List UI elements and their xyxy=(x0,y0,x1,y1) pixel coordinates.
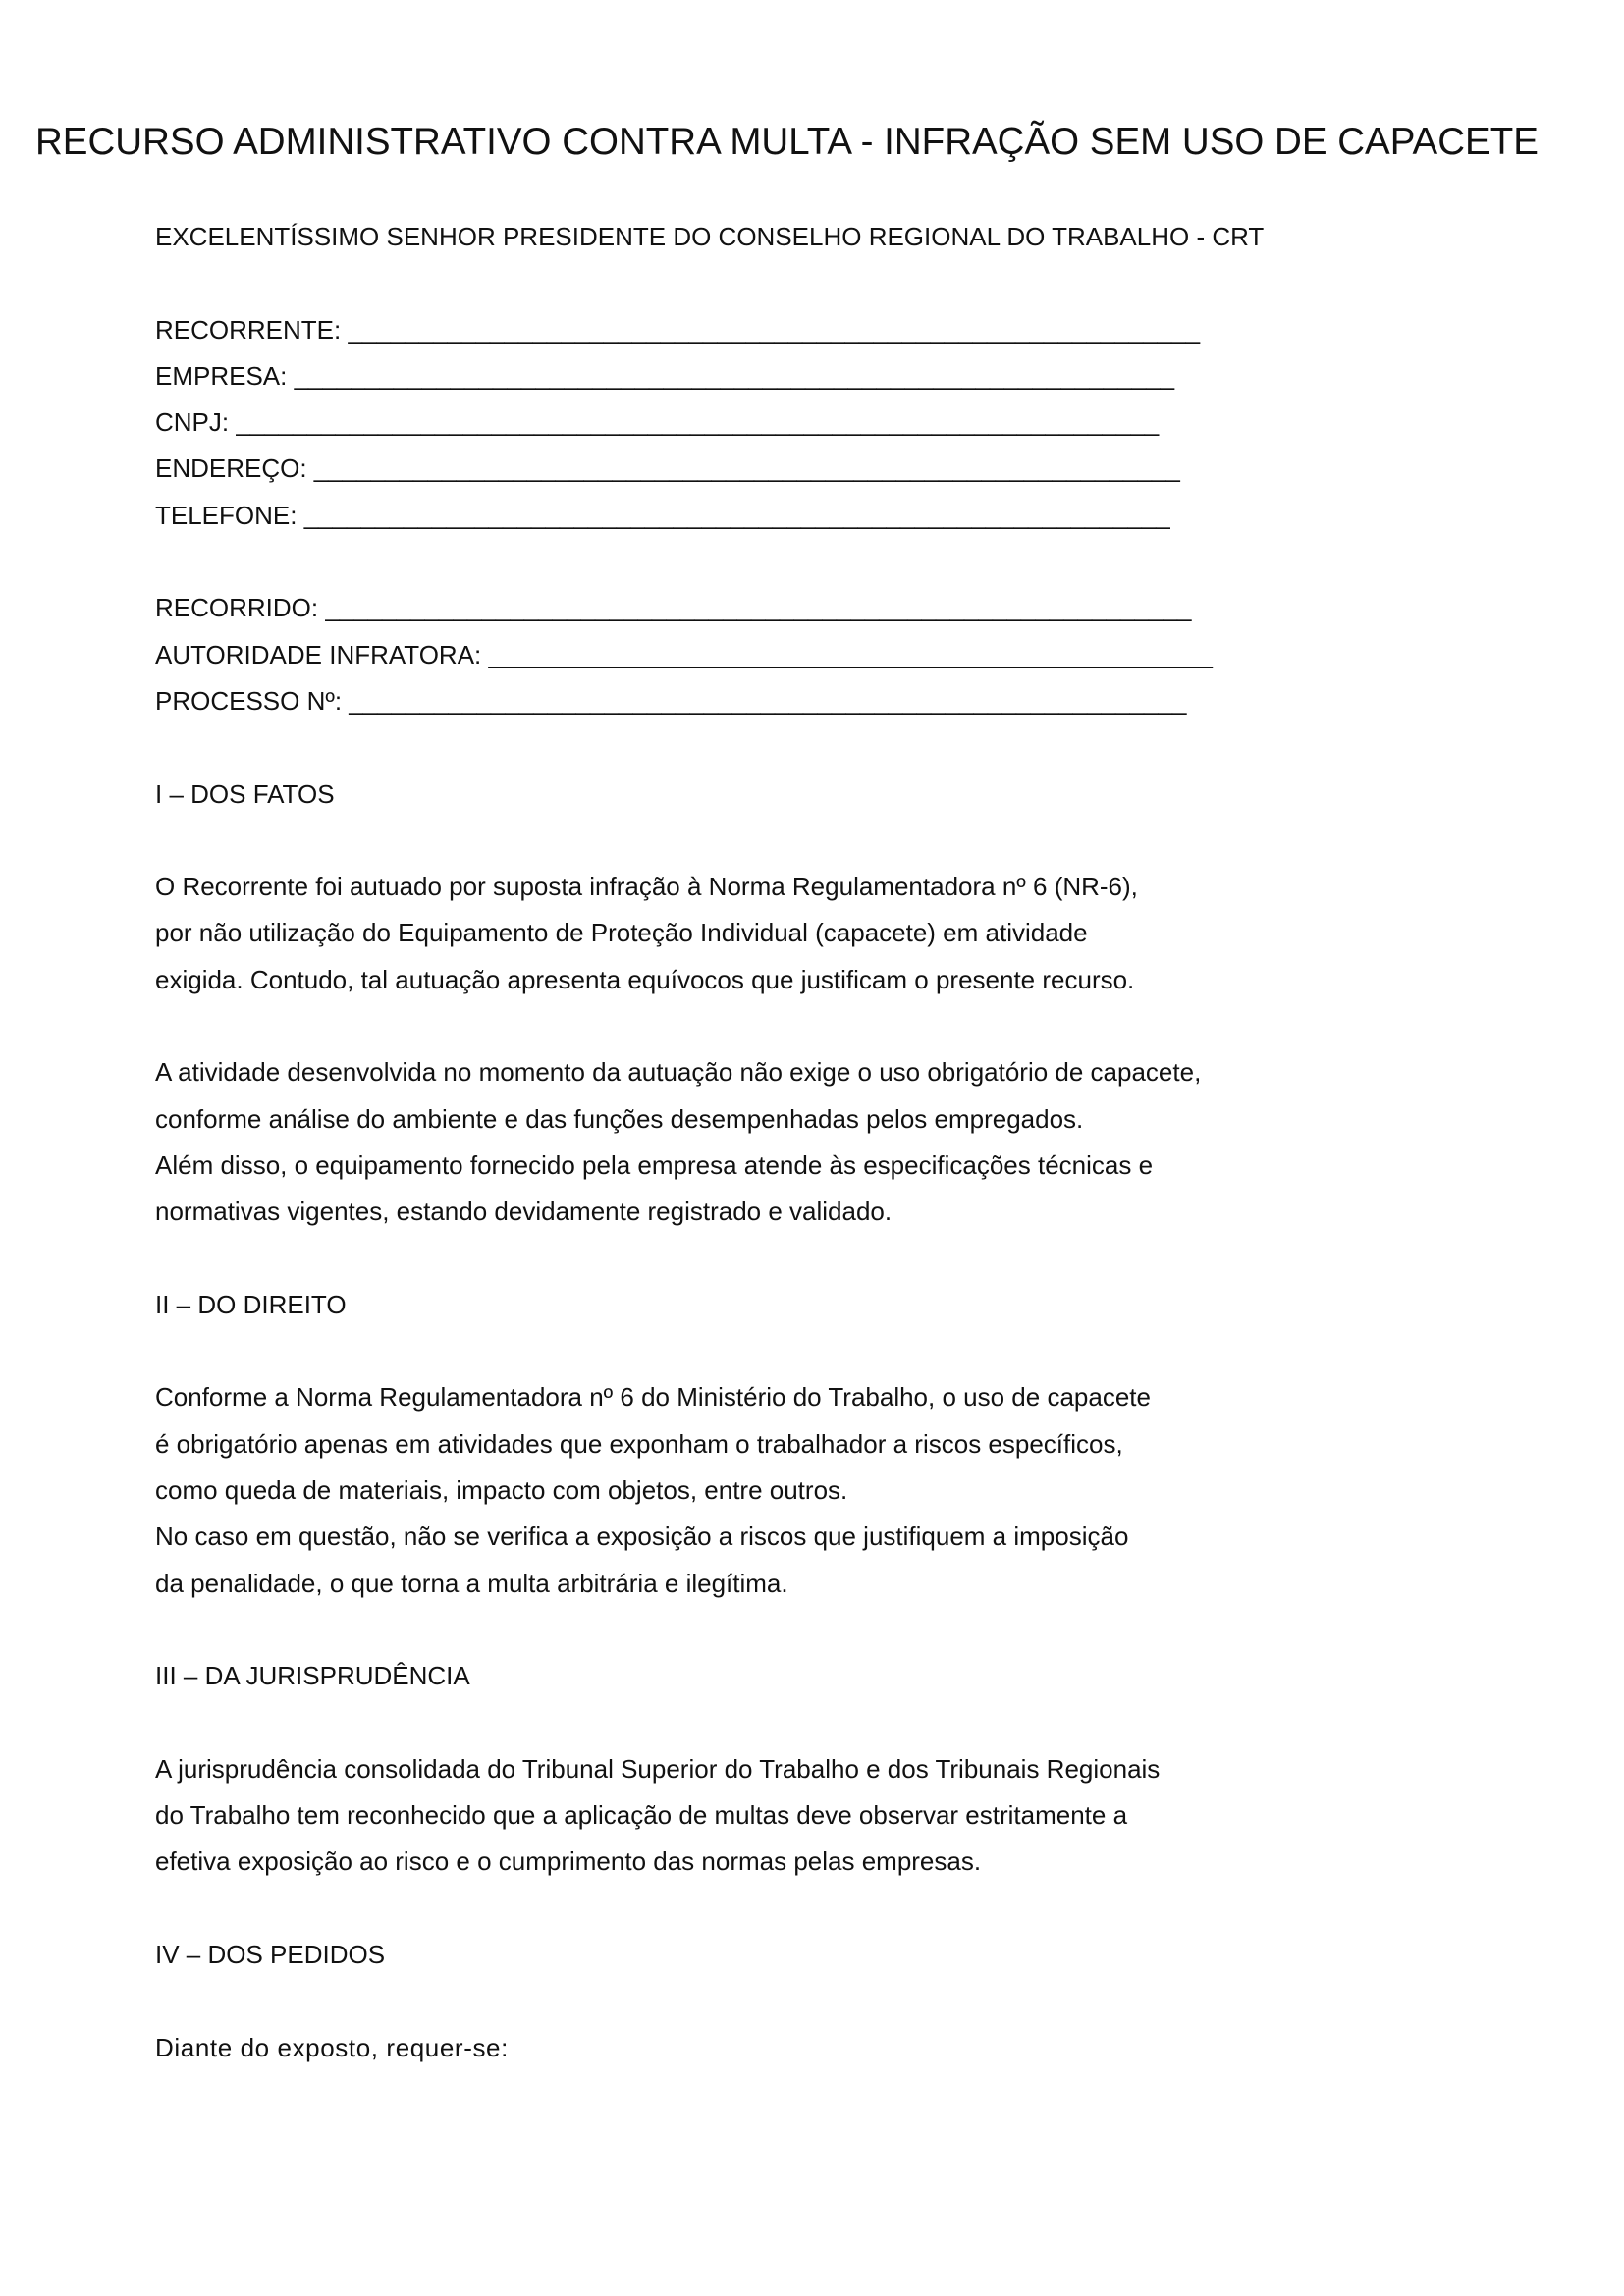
document-title: RECURSO ADMINISTRATIVO CONTRA MULTA - INFRAÇÃO SEM USO DE CAPACETE xyxy=(35,121,1539,163)
empresa-field: EMPRESA: ______________________________________________________________ xyxy=(155,360,1175,391)
section-heading-fatos: I – DOS FATOS xyxy=(155,778,335,809)
addressee: EXCELENTÍSSIMO SENHOR PRESIDENTE DO CONSELHO REGIONAL DO TRABALHO - CRT xyxy=(155,222,1265,251)
paragraph-line: como queda de materiais, impacto com objetos, entre outros. xyxy=(155,1475,848,1506)
spacer xyxy=(155,1700,1333,1746)
spacer xyxy=(155,724,1333,771)
paragraph-line: Além disso, o equipamento fornecido pela empresa atende às especificações técnicas e xyxy=(155,1149,1154,1180)
paragraph-line: da penalidade, o que torna a multa arbitrária e ilegítima. xyxy=(155,1568,788,1598)
paragraph-line: por não utilização do Equipamento de Proteção Individual (capacete) em atividade xyxy=(155,918,1088,948)
recorrente-fields xyxy=(155,307,1333,539)
autoridade-infratora-field: AUTORIDADE INFRATORA: ___________________________________________________ xyxy=(155,639,1213,669)
jurisprudencia-paragraph-1 xyxy=(155,1746,1333,1886)
paragraph-line: exigida. Contudo, tal autuação apresenta equívocos que justificam o presente recurso. xyxy=(155,964,1135,994)
telefone-field: TELEFONE: _____________________________________________________________ xyxy=(155,500,1170,530)
spacer xyxy=(155,1236,1333,1282)
recorrente-field: RECORRENTE: ____________________________________________________________ xyxy=(155,314,1201,345)
paragraph-line: Diante do exposto, requer-se: xyxy=(155,2032,509,2062)
fatos-paragraph-1 xyxy=(155,864,1333,1003)
pedidos-paragraph-1 xyxy=(155,2025,1333,2071)
section-heading-direito: II – DO DIREITO xyxy=(155,1289,347,1319)
paragraph-line: é obrigatório apenas em atividades que exponham o trabalhador a riscos específicos, xyxy=(155,1428,1123,1459)
spacer xyxy=(155,1978,1333,2024)
paragraph-line: Conforme a Norma Regulamentadora nº 6 do Ministério do Trabalho, o uso de capacete xyxy=(155,1382,1151,1413)
spacer xyxy=(155,1607,1333,1653)
paragraph-line: do Trabalho tem reconhecido que a aplicação de multas deve observar estritamente a xyxy=(155,1800,1128,1831)
paragraph-line: efetiva exposição ao risco e o cumprimento das normas pelas empresas. xyxy=(155,1846,982,1877)
endereco-field: ENDEREÇO: _____________________________________________________________ xyxy=(155,454,1180,484)
paragraph-line: No caso em questão, não se verifica a exposição a riscos que justifiquem a imposição xyxy=(155,1522,1129,1552)
cnpj-field: CNPJ: _________________________________________________________________ xyxy=(155,407,1160,438)
spacer xyxy=(155,539,1333,585)
processo-field: PROCESSO Nº: ___________________________________________________________ xyxy=(155,685,1187,716)
document-body xyxy=(155,214,1333,2071)
section-heading-pedidos: IV – DOS PEDIDOS xyxy=(155,1939,386,1969)
section-heading-jurisprudencia: III – DA JURISPRUDÊNCIA xyxy=(155,1661,470,1691)
paragraph-line: normativas vigentes, estando devidamente registrado e validado. xyxy=(155,1197,893,1227)
paragraph-line: conforme análise do ambiente e das funções desempenhadas pelos empregados. xyxy=(155,1103,1084,1134)
paragraph-line: A atividade desenvolvida no momento da autuação não exige o uso obrigatório de capacete, xyxy=(155,1057,1202,1088)
direito-paragraph-1 xyxy=(155,1374,1333,1606)
spacer xyxy=(155,260,1333,306)
spacer xyxy=(155,818,1333,864)
spacer xyxy=(155,1328,1333,1374)
paragraph-line: A jurisprudência consolidada do Tribunal Superior do Trabalho e dos Tribunais Regionais xyxy=(155,1753,1161,1784)
recorrido-field: RECORRIDO: _____________________________________________________________ xyxy=(155,593,1192,623)
recorrido-fields xyxy=(155,585,1333,724)
paragraph-line: O Recorrente foi autuado por suposta infração à Norma Regulamentadora nº 6 (NR-6), xyxy=(155,872,1138,902)
fatos-paragraph-2 xyxy=(155,1049,1333,1235)
spacer xyxy=(155,1003,1333,1049)
spacer xyxy=(155,1886,1333,1932)
